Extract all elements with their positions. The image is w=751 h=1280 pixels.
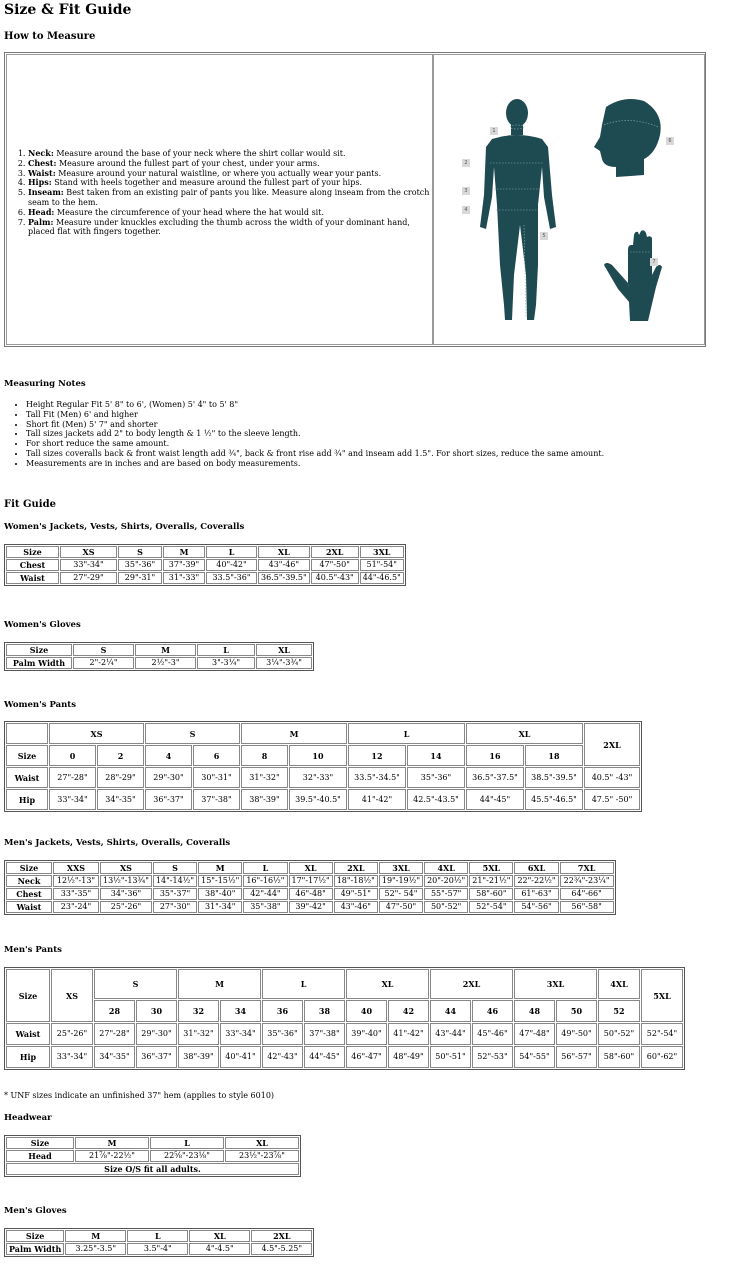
table-cell: 31"-32" (241, 767, 288, 788)
table-cell: 31"-34" (198, 901, 242, 913)
table-cell: 36"-37" (145, 789, 192, 810)
table-cell: 5XL (469, 862, 513, 874)
table-cell: 40.5"-43" (311, 572, 359, 584)
step-head: 6. Head: Measure the circumference of your head where the hat would sit. (28, 208, 438, 218)
table-cell: 3.5"-4" (127, 1243, 188, 1255)
table-cell: 3XL (514, 969, 597, 999)
table-cell: 30"-31" (193, 767, 240, 788)
table-cell: 33"-35" (53, 888, 99, 900)
table-cell: 52"-53" (472, 1046, 513, 1068)
table-cell: 16 (466, 745, 524, 766)
mens-jackets-heading: Men's Jackets, Vests, Shirts, Overalls, Coveralls (4, 838, 231, 848)
womens-gloves-heading: Women's Gloves (4, 620, 81, 630)
table-cell: 8 (241, 745, 288, 766)
table-row (6, 1137, 299, 1149)
table-cell: 50 (556, 1000, 597, 1022)
table-cell: 27"-28" (94, 1023, 135, 1045)
table-cell: 3.25"-3.5" (65, 1243, 126, 1255)
table-cell: 50"-51" (430, 1046, 471, 1068)
table-cell: 29"-31" (118, 572, 162, 584)
fit-guide-heading: Fit Guide (4, 499, 56, 510)
table-cell: 25"-26" (51, 1023, 93, 1045)
table-cell: S (73, 644, 134, 656)
table-cell: 15"-15½" (198, 875, 242, 887)
womens-jackets-heading: Women's Jackets, Vests, Shirts, Overalls, Coveralls (4, 522, 245, 532)
table-cell: Size (6, 862, 52, 874)
table-cell: 38"-39" (178, 1046, 219, 1068)
table-cell: 12½"-13" (53, 875, 99, 887)
table-cell: 38.5"-39.5" (525, 767, 583, 788)
table-cell: Size (6, 969, 50, 1022)
marker-4: 4 (462, 206, 470, 214)
table-row (6, 862, 614, 874)
table-cell: 33.5"-34.5" (348, 767, 406, 788)
measure-figure-cell (433, 54, 705, 345)
table-cell: XL (225, 1137, 299, 1149)
table-row (6, 789, 640, 810)
table-cell: 49"-50" (556, 1023, 597, 1045)
headwear-heading: Headwear (4, 1113, 52, 1123)
measure-steps-list (8, 149, 438, 237)
table-cell: 38"-40" (198, 888, 242, 900)
table-cell: Waist (6, 767, 48, 788)
table-cell: L (243, 862, 287, 874)
table-cell: M (241, 723, 347, 744)
table-cell: 21"-21½" (469, 875, 513, 887)
table-cell: 22⅝"-23⅛" (150, 1150, 224, 1162)
measuring-notes-heading: Measuring Notes (4, 379, 86, 389)
table-cell: 4XL (424, 862, 468, 874)
table-cell: 4.5"-5.25" (251, 1243, 312, 1255)
table-cell: 48"-49" (388, 1046, 429, 1068)
mens-gloves-table (4, 1228, 314, 1257)
unf-footnote: * UNF sizes indicate an unfinished 37" hem (applies to style 6010) (4, 1091, 275, 1100)
table-cell: 64"-66" (560, 888, 614, 900)
table-cell: 23½"-23⅞" (225, 1150, 299, 1162)
table-cell: 44"-45" (466, 789, 524, 810)
note-item: • Measurements are in inches and are based on body measurements. (26, 459, 726, 469)
table-cell: 40 (346, 1000, 387, 1022)
step-neck: 1. Neck: Measure around the base of your neck where the shirt collar would sit. (28, 149, 438, 159)
table-cell: L (197, 644, 255, 656)
table-cell: 32 (178, 1000, 219, 1022)
table-cell: 2 (97, 745, 144, 766)
table-cell: 20"-20½" (424, 875, 468, 887)
table-cell: 37"-38" (193, 789, 240, 810)
step-hips: 4. Hips: Stand with heels together and measure around the fullest part of your hips. (28, 178, 438, 188)
table-cell: 14 (407, 745, 465, 766)
table-cell: 58"-60" (469, 888, 513, 900)
table-cell: Size O/S fit all adults. (6, 1163, 299, 1175)
table-cell: 51"-54" (360, 559, 404, 571)
table-cell: 33"-34" (220, 1023, 261, 1045)
table-cell: M (135, 644, 196, 656)
table-cell: 40.5" -43" (584, 767, 640, 788)
table-cell: 39"-42" (289, 901, 333, 913)
table-row (6, 1230, 312, 1242)
table-cell: 2XL (334, 862, 378, 874)
table-cell: 36 (262, 1000, 303, 1022)
table-cell: 28"-29" (97, 767, 144, 788)
table-cell: 37"-39" (163, 559, 205, 571)
table-cell: 4"-4.5" (189, 1243, 250, 1255)
table-cell: 39"-40" (346, 1023, 387, 1045)
table-cell: 22"-22½" (514, 875, 558, 887)
table-cell: XL (466, 723, 583, 744)
table-cell: M (178, 969, 261, 999)
table-cell: M (163, 546, 205, 558)
table-cell: S (118, 546, 162, 558)
table-cell: 34"-35" (94, 1046, 135, 1068)
table-cell: 42 (388, 1000, 429, 1022)
table-cell: 36.5"-37.5" (466, 767, 524, 788)
step-waist: 3. Waist: Measure around your natural waistline, or where you actually wear your pants. (28, 169, 438, 179)
mens-pants-heading: Men's Pants (4, 945, 62, 955)
table-cell: 32"-33" (289, 767, 347, 788)
table-cell: 16"-16½" (243, 875, 287, 887)
table-cell: 46"-47" (346, 1046, 387, 1068)
mens-gloves-heading: Men's Gloves (4, 1206, 67, 1216)
table-cell: 4 (145, 745, 192, 766)
note-item: • Short fit (Men) 5' 7" and shorter (26, 420, 726, 430)
table-cell: 52"-54" (469, 901, 513, 913)
table-cell: 0 (49, 745, 96, 766)
table-cell: 50"-52" (598, 1023, 640, 1045)
table-cell: 4XL (598, 969, 640, 999)
table-cell: 35"-36" (262, 1023, 303, 1045)
table-cell: 2XL (251, 1230, 312, 1242)
table-cell: 54"-55" (514, 1046, 555, 1068)
table-cell: 17"-17½" (289, 875, 333, 887)
table-cell: 3XL (360, 546, 404, 558)
table-cell: 5XL (641, 969, 683, 1022)
table-cell: Hip (6, 1046, 50, 1068)
table-cell: 22¾"-23¼" (560, 875, 614, 887)
table-cell: 33"-34" (60, 559, 117, 571)
table-cell: L (150, 1137, 224, 1149)
table-cell: XS (60, 546, 117, 558)
table-cell: L (262, 969, 345, 999)
table-cell: 43"-44" (430, 1023, 471, 1045)
table-cell: 47"-48" (514, 1023, 555, 1045)
table-cell: 47"-50" (379, 901, 423, 913)
table-cell: 41"-42" (348, 789, 406, 810)
table-cell: S (145, 723, 240, 744)
table-cell: 40"-42" (206, 559, 257, 571)
table-row (6, 969, 683, 999)
womens-jackets-table (4, 544, 406, 586)
note-item: • Tall sizes coveralls back & front waist length add ¾", back & front rise add ¾" and inseam add 1.5". For short sizes, reduce the same amount. (26, 449, 726, 459)
table-cell: Waist (6, 901, 52, 913)
marker-6: 6 (666, 137, 674, 145)
table-cell: Size (6, 644, 72, 656)
table-cell: 33"-34" (51, 1046, 93, 1068)
step-palm: 7. Palm: Measure under knuckles excluding the thumb across the width of your dominant hand, placed flat with fingers together. (28, 218, 438, 238)
table-cell: 19"-19½" (379, 875, 423, 887)
table-cell: 48 (514, 1000, 555, 1022)
note-item: • Height Regular Fit 5' 8" to 6', (Women) 5' 4" to 5' 8" (26, 400, 726, 410)
table-cell: 55"-57" (424, 888, 468, 900)
table-cell: 47.5" -50" (584, 789, 640, 810)
table-cell: 2"-2¼" (73, 657, 134, 669)
table-cell: 46 (472, 1000, 513, 1022)
measuring-notes-list (8, 400, 726, 469)
table-cell: 35"-36" (407, 767, 465, 788)
table-cell: L (206, 546, 257, 558)
table-cell: 46"-48" (289, 888, 333, 900)
table-cell: 3¼"-3¾" (256, 657, 312, 669)
table-cell: 36"-37" (136, 1046, 177, 1068)
table-cell: 27"-30" (153, 901, 197, 913)
table-cell: 43"-46" (334, 901, 378, 913)
table-row (6, 1163, 299, 1175)
table-cell: 2XL (584, 723, 640, 766)
table-cell: 25"-26" (100, 901, 152, 913)
table-cell: 37"-38" (304, 1023, 345, 1045)
table-cell: XS (49, 723, 144, 744)
table-cell: 38 (304, 1000, 345, 1022)
table-cell: 2XL (311, 546, 359, 558)
table-cell: 54"-56" (514, 901, 558, 913)
how-to-measure-heading: How to Measure (4, 31, 96, 42)
table-cell: 18 (525, 745, 583, 766)
table-cell: 3XL (379, 862, 423, 874)
table-cell: Hip (6, 789, 48, 810)
table-cell: 35"-36" (118, 559, 162, 571)
table-cell: 23"-24" (53, 901, 99, 913)
table-cell: 56"-57" (556, 1046, 597, 1068)
step-inseam: 5. Inseam: Best taken from an existing pair of pants you like. Measure along inseam from the crotch seam to the hem. (28, 188, 438, 208)
table-row (6, 767, 640, 788)
table-cell: 44 (430, 1000, 471, 1022)
headwear-table (4, 1135, 301, 1177)
step-chest: 2. Chest: Measure around the fullest part of your chest, under your arms. (28, 159, 438, 169)
table-row (6, 559, 404, 571)
table-row (6, 1150, 299, 1162)
table-cell: XXS (53, 862, 99, 874)
table-cell: Waist (6, 572, 59, 584)
table-cell: 28 (94, 1000, 135, 1022)
table-cell: 27"-29" (60, 572, 117, 584)
table-cell: 43"-46" (258, 559, 310, 571)
mens-pants-table (4, 967, 685, 1070)
mens-jackets-table (4, 860, 616, 915)
table-cell: 49"-51" (334, 888, 378, 900)
table-cell: Chest (6, 888, 52, 900)
table-cell: 38"-39" (241, 789, 288, 810)
table-cell: 58"-60" (598, 1046, 640, 1068)
table-cell: XS (100, 862, 152, 874)
table-cell: XS (51, 969, 93, 1022)
table-cell: Size (6, 1230, 64, 1242)
table-row (6, 1046, 683, 1068)
table-cell: 45"-46" (472, 1023, 513, 1045)
womens-pants-heading: Women's Pants (4, 700, 77, 710)
table-cell: S (94, 969, 177, 999)
table-cell: 31"-33" (163, 572, 205, 584)
table-cell: 34 (220, 1000, 261, 1022)
table-row (6, 1243, 312, 1255)
table-cell: 40"-41" (220, 1046, 261, 1068)
table-cell: S (153, 862, 197, 874)
table-cell: 42"-43" (262, 1046, 303, 1068)
table-cell: 31"-32" (178, 1023, 219, 1045)
table-cell: 42.5"-43.5" (407, 789, 465, 810)
marker-2: 2 (462, 159, 470, 167)
table-cell: 12 (348, 745, 406, 766)
table-cell: 50"-52" (424, 901, 468, 913)
table-row (6, 888, 614, 900)
table-cell: 34"-36" (100, 888, 152, 900)
table-cell: 18"-18½" (334, 875, 378, 887)
table-cell: 61"-63" (514, 888, 558, 900)
table-cell: 3"-3¼" (197, 657, 255, 669)
womens-gloves-table (4, 642, 314, 671)
table-cell: M (198, 862, 242, 874)
table-cell: 10 (289, 745, 347, 766)
table-cell: 6XL (514, 862, 558, 874)
table-row (6, 1000, 683, 1022)
table-cell: 6 (193, 745, 240, 766)
table-cell: 41"-42" (388, 1023, 429, 1045)
table-cell: 21⅞"-22½" (75, 1150, 149, 1162)
table-cell: 35"-38" (243, 901, 287, 913)
page-title: Size & Fit Guide (4, 2, 132, 18)
table-row (6, 546, 404, 558)
table-cell (6, 723, 48, 744)
table-cell: 45.5"-46.5" (525, 789, 583, 810)
marker-1: 1 (490, 127, 498, 135)
table-cell: 2½"-3" (135, 657, 196, 669)
table-cell: 42"-44" (243, 888, 287, 900)
table-cell: 30 (136, 1000, 177, 1022)
table-cell: Neck (6, 875, 52, 887)
table-cell: 44"-46.5" (360, 572, 404, 584)
table-cell: Size (6, 546, 59, 558)
table-cell: 52"- 54" (379, 888, 423, 900)
table-cell: 47"-50" (311, 559, 359, 571)
table-cell: 36.5"-39.5" (258, 572, 310, 584)
marker-5: 5 (540, 232, 548, 240)
table-cell: 29"-30" (136, 1023, 177, 1045)
body-figure-illustration (434, 55, 704, 344)
note-item: • For short reduce the same amount. (26, 439, 726, 449)
table-cell: 2XL (430, 969, 513, 999)
table-row (6, 572, 404, 584)
table-cell: 14"-14½" (153, 875, 197, 887)
table-row (6, 1023, 683, 1045)
note-item: • Tall sizes jackets add 2" to body length & 1 ½" to the sleeve length. (26, 429, 726, 439)
table-cell: 39.5"-40.5" (289, 789, 347, 810)
table-cell: 52"-54" (641, 1023, 683, 1045)
table-cell: 44"-45" (304, 1046, 345, 1068)
table-cell: Size (6, 745, 48, 766)
womens-pants-table (4, 721, 642, 812)
table-row (6, 657, 312, 669)
marker-7: 7 (650, 258, 658, 266)
table-row (6, 745, 640, 766)
table-cell: XL (256, 644, 312, 656)
table-cell: Head (6, 1150, 74, 1162)
table-cell: 7XL (560, 862, 614, 874)
table-cell: Chest (6, 559, 59, 571)
table-cell: Palm Width (6, 1243, 64, 1255)
table-cell: M (65, 1230, 126, 1242)
table-cell: 29"-30" (145, 767, 192, 788)
table-cell: 13½"-13¾" (100, 875, 152, 887)
table-cell: 27"-28" (49, 767, 96, 788)
table-row (6, 901, 614, 913)
table-cell: L (127, 1230, 188, 1242)
table-cell: XL (258, 546, 310, 558)
table-row (6, 875, 614, 887)
table-cell: L (348, 723, 465, 744)
table-cell: XL (289, 862, 333, 874)
table-cell: 34"-35" (97, 789, 144, 810)
note-item: • Tall Fit (Men) 6' and higher (26, 410, 726, 420)
table-cell: 52 (598, 1000, 640, 1022)
table-cell: 35"-37" (153, 888, 197, 900)
table-cell: XL (346, 969, 429, 999)
table-row (6, 723, 640, 744)
table-cell: 56"-58" (560, 901, 614, 913)
table-cell: M (75, 1137, 149, 1149)
table-row (6, 644, 312, 656)
marker-3: 3 (462, 187, 470, 195)
table-cell: XL (189, 1230, 250, 1242)
table-cell: 33"-34" (49, 789, 96, 810)
table-cell: 60"-62" (641, 1046, 683, 1068)
table-cell: Waist (6, 1023, 50, 1045)
table-cell: Size (6, 1137, 74, 1149)
table-cell: 33.5"-36" (206, 572, 257, 584)
table-cell: Palm Width (6, 657, 72, 669)
